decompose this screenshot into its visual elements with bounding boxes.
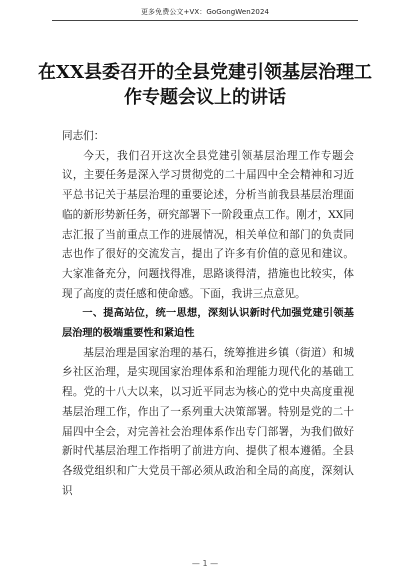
- body-paragraph: 今天，我们召开这次全县党建引领基层治理工作专题会议，主要任务是深入学习贯彻党的二十届四中全会精神和习近平总书记关于基层治理的重要论述，分析当前我县基层治理面临的新形势新任务，研究部署下一阶段重点工作。刚才，XX同志汇报了当前重点工作的进展情况，相关单位和部门的负责同志也作了很好的交流发言，提出了许多有价值的意见和建议。大家准备充分，问题找得准，思路谈得清，措施也比较实，体现了高度的责任感和使命感。下面，我讲三点意见。: [62, 149, 354, 300]
- document-body: [62, 127, 354, 501]
- page-number: — 1 —: [191, 559, 219, 568]
- page-header: 更多免费公文+VX：GoGongWen2024: [140, 8, 270, 16]
- salutation: 同志们：: [62, 130, 105, 142]
- header-divider: [52, 20, 358, 21]
- section-heading: 一、提高站位，统一思想，深刻认识新时代加强党建引领基层治理的极端重要性和紧迫性: [62, 308, 354, 340]
- document-title: 在XX县委召开的全县党建引领基层治理工作专题会议上的讲话: [38, 62, 372, 108]
- body-paragraph: 基层治理是国家治理的基石，统筹推进乡镇（街道）和城乡社区治理，是实现国家治理体系和治理能力现代化的基础工程。党的十八大以来，以习近平同志为核心的党中央高度重视基层治理工作，作出了一系列重大决策部署。特别是党的二十届四中全会，对完善社会治理体系作出专门部署，为我们做好新时代基层治理工作指明了前进方向、提供了根本遵循。全县各级党组织和广大党员干部必须从政治和全局的高度，深刻认识: [62, 346, 354, 497]
